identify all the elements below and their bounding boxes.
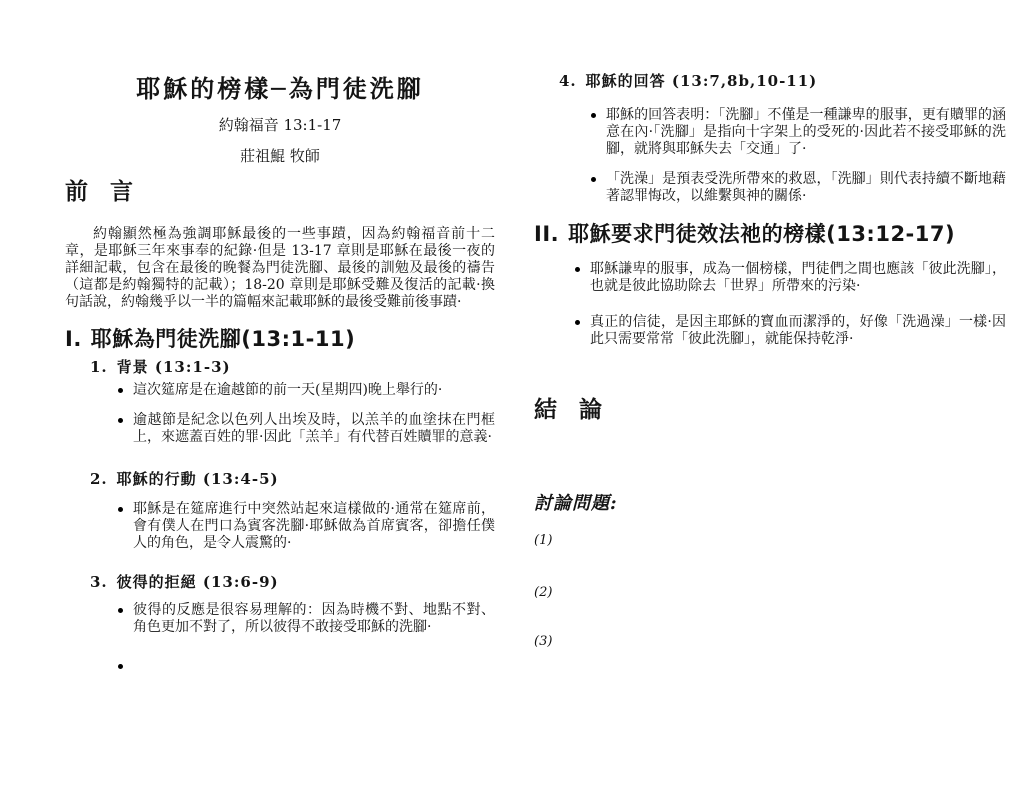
discussion-item: (2)	[534, 585, 553, 600]
subsection-1-number: 1.	[90, 358, 108, 377]
section-1-numeral: I.	[65, 327, 82, 352]
bullet-text: 彼得的反應是很容易理解的：因為時機不對、地點不對、角色更加不對了，所以彼得不敢接受耶穌的洗腳·	[133, 602, 495, 636]
list-item-empty	[65, 658, 495, 669]
subsection-3-number: 3.	[90, 573, 108, 592]
preface-paragraph: 約翰顯然極為強調耶穌最後的一些事蹟，因為約翰福音前十二章，是耶穌三年來事奉的紀錄·但是 13-17 章則是耶穌在最後一夜的詳細記載，包含在最後的晚餐為門徒洗腳、最後的訓勉及最後的禱告（這都是約翰獨特的記載）；18-20 章則是耶穌受難及復活的記載·換句話說，約翰幾乎以一半的篇幅來記載耶穌的最後受難前後事蹟·	[65, 226, 495, 311]
list-item	[65, 412, 495, 446]
bullet-text: 耶穌謙卑的服事，成為一個榜樣，門徒們之間也應該「彼此洗腳」，也就是彼此協助除去「世界」所帶來的污染·	[590, 261, 1006, 294]
bullet-text: 「洗澡」是預表受洗所帶來的救恩，「洗腳」則代表持續不斷地藉著認罪悔改，以維繫與神的關係·	[606, 171, 1006, 204]
left-column	[65, 0, 495, 669]
right-column	[534, 0, 1006, 650]
bullet-dot	[118, 608, 123, 613]
section-1-heading	[65, 325, 495, 353]
scripture-reference: 約翰福音 13:1-17	[218, 116, 342, 134]
bullet-text: 真正的信徒，是因主耶穌的寶血而潔淨的，好像「洗過澡」一樣·因此只需要常常「彼此洗腳」，就能保持乾淨·	[590, 314, 1006, 347]
section-1-title: 耶穌為門徒洗腳(13:1-11)	[90, 327, 356, 352]
subsection-1-heading	[65, 357, 495, 377]
bullet-dot	[591, 113, 596, 118]
bullet-dot	[118, 388, 123, 393]
subsection-2-heading	[65, 469, 495, 489]
list-item	[534, 171, 1006, 205]
page-title: 耶穌的榜樣─為門徒洗腳	[136, 74, 424, 103]
bullet-text: 耶穌是在筵席進行中突然站起來這樣做的·通常在筵席前，會有僕人在門口為賓客洗腳·耶穌做為首席賓客，卻擔任僕人的角色，是令人震驚的·	[133, 501, 495, 552]
subsection-4-title: 耶穌的回答 (13:7,8b,10-11)	[585, 72, 818, 90]
section-2-heading	[534, 220, 1006, 248]
section-2-title: 耶穌要求門徒效法祂的榜樣(13:12-17)	[568, 222, 956, 246]
list-item	[65, 602, 495, 636]
subsection-2-title: 耶穌的行動 (13:4-5)	[116, 470, 279, 489]
bullet-dot	[118, 664, 123, 669]
subsection-3-heading	[65, 572, 495, 592]
subsection-3-title: 彼得的拒絕 (13:6-9)	[116, 573, 279, 592]
conclusion-heading: 結 論	[534, 396, 610, 423]
bullet-dot	[575, 320, 580, 325]
list-item	[534, 107, 1006, 158]
list-item	[65, 382, 495, 399]
bullet-dot	[118, 418, 123, 423]
list-item	[534, 314, 1006, 348]
discussion-item: (3)	[534, 634, 553, 649]
bullet-text: 逾越節是紀念以色列人出埃及時，以羔羊的血塗抹在門框上，來遮蓋百姓的罪·因此「羔羊」有代替百姓贖罪的意義·	[133, 412, 495, 446]
discussion-item: (1)	[534, 533, 553, 548]
list-item	[534, 261, 1006, 295]
bullet-dot	[591, 177, 596, 182]
subsection-1-title: 背景 (13:1-3)	[116, 358, 231, 377]
author-name: 莊祖鯤 牧師	[240, 147, 320, 165]
list-item	[65, 501, 495, 552]
bullet-dot	[575, 267, 580, 272]
bullet-dot	[118, 507, 123, 512]
bullet-text	[133, 658, 495, 669]
bullet-text: 這次筵席是在逾越節的前一天(星期四)晚上舉行的·	[133, 382, 443, 399]
subsection-2-number: 2.	[90, 470, 108, 489]
discussion-heading: 討論問題:	[534, 493, 618, 514]
bullet-text: 耶穌的回答表明：「洗腳」不僅是一種謙卑的服事，更有贖罪的涵意在內·「洗腳」是指向十字架上的受死的·因此若不接受耶穌的洗腳，就將與耶穌失去「交通」了·	[606, 107, 1006, 157]
subsection-4-number: 4.	[559, 72, 577, 90]
section-2-numeral: II.	[534, 222, 560, 246]
subsection-4-heading	[534, 71, 1006, 91]
preface-heading: 前 言	[65, 178, 141, 205]
